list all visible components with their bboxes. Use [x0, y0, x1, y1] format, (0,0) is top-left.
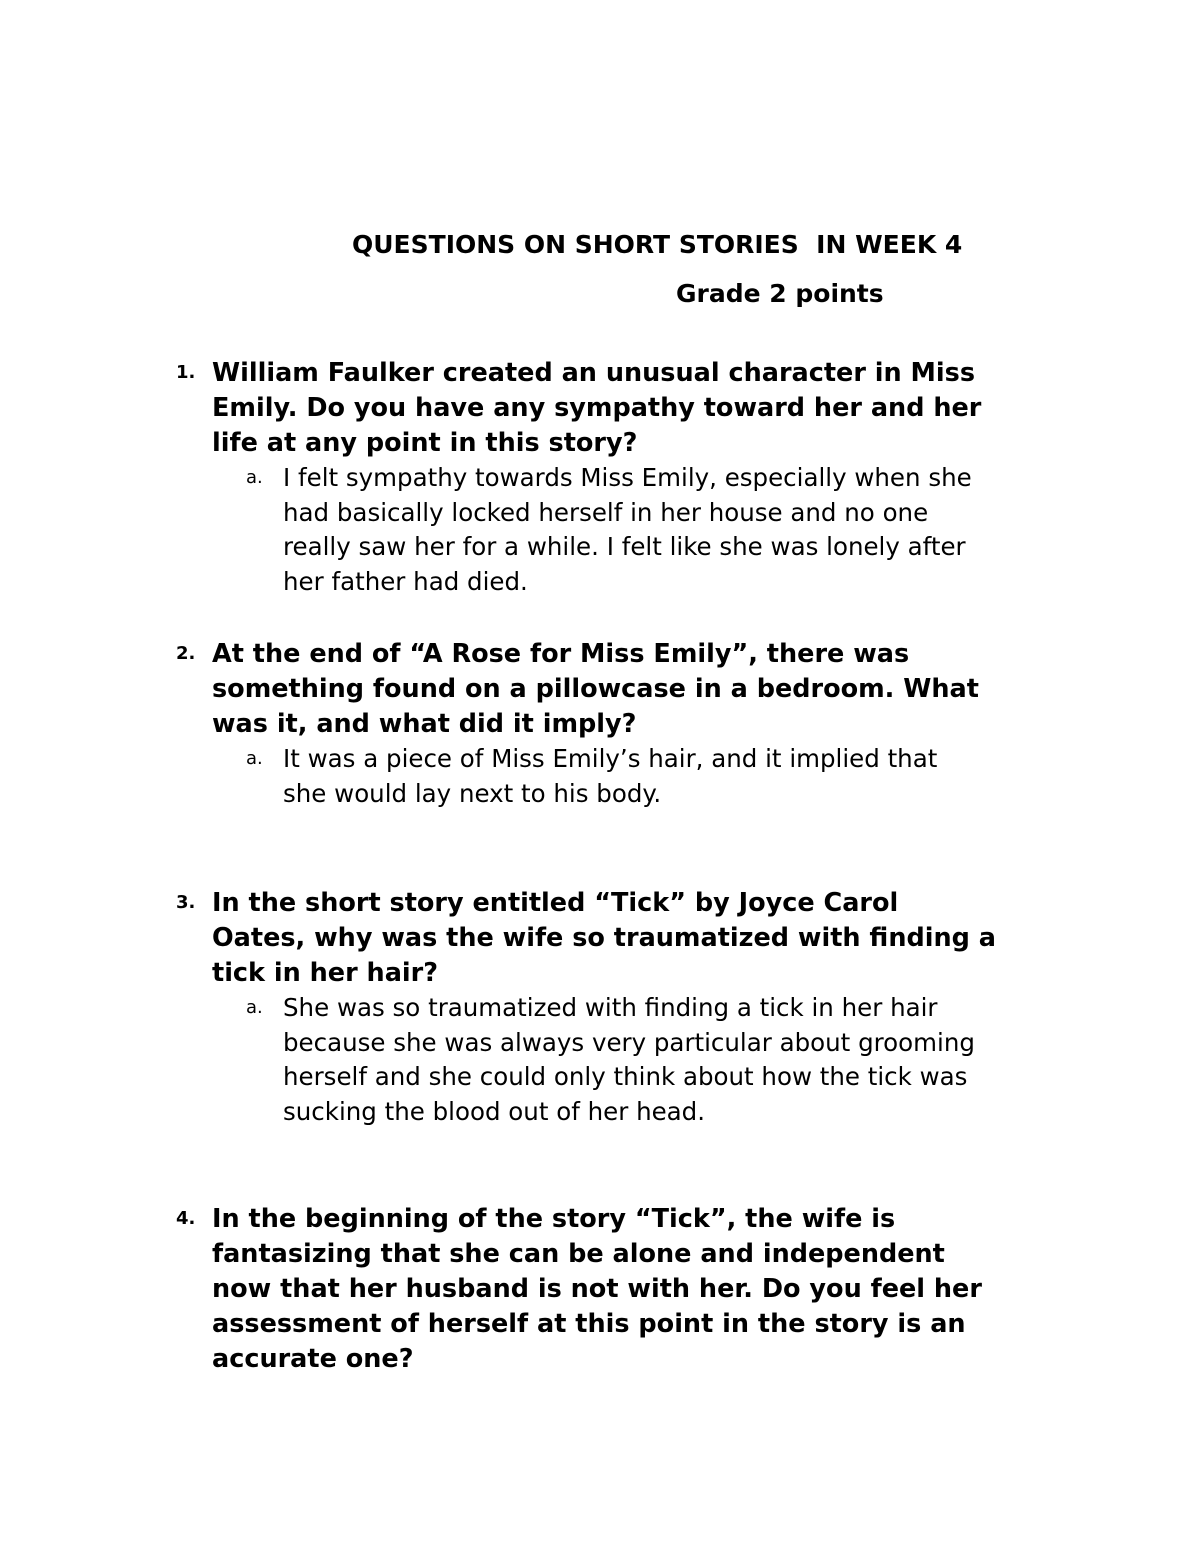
question-row: [176, 886, 1086, 991]
answer-row: [176, 742, 1086, 811]
answer-row: [176, 461, 1086, 599]
question-number: 2.: [176, 643, 196, 664]
question-number: 1.: [176, 362, 196, 383]
answer-label: a.: [246, 748, 263, 769]
question-number: 4.: [176, 1208, 196, 1229]
question-text: William Faulker created an unusual character in Miss Emily. Do you have any sympathy toward her and her life at any point in this story?: [212, 358, 982, 458]
answer-text: I felt sympathy towards Miss Emily, especially when she had basically locked herself in her house and no one really saw her for a while. I felt like she was lonely after her father had died.: [283, 463, 972, 596]
question-number: 3.: [176, 892, 196, 913]
grade-label: Grade 2 points: [676, 279, 884, 308]
question-2: [176, 637, 1086, 811]
question-4: [176, 1202, 1086, 1377]
question-row: [176, 637, 1086, 742]
answer-row: [176, 991, 1086, 1129]
answer-text: It was a piece of Miss Emily’s hair, and it implied that she would lay next to his body.: [283, 744, 938, 808]
question-text: In the short story entitled “Tick” by Joyce Carol Oates, why was the wife so traumatized with finding a tick in her hair?: [212, 888, 996, 988]
question-1: [176, 356, 1086, 599]
question-3: [176, 886, 1086, 1129]
answer-label: a.: [246, 997, 263, 1018]
question-text: At the end of “A Rose for Miss Emily”, there was something found on a pillowcase in a bedroom. What was it, and what did it imply?: [212, 639, 979, 739]
answer-text: She was so traumatized with finding a tick in her hair because she was always very particular about grooming herself and she could only think about how the tick was sucking the blood out of her head.: [283, 993, 975, 1126]
page-title: QUESTIONS ON SHORT STORIES IN WEEK 4: [352, 230, 963, 259]
answer-label: a.: [246, 467, 263, 488]
question-row: [176, 356, 1086, 461]
question-row: [176, 1202, 1086, 1377]
question-text: In the beginning of the story “Tick”, the wife is fantasizing that she can be alone and independent now that her husband is not with her. Do you feel her assessment of herself at this point in the story is an accurate one?: [212, 1204, 982, 1374]
